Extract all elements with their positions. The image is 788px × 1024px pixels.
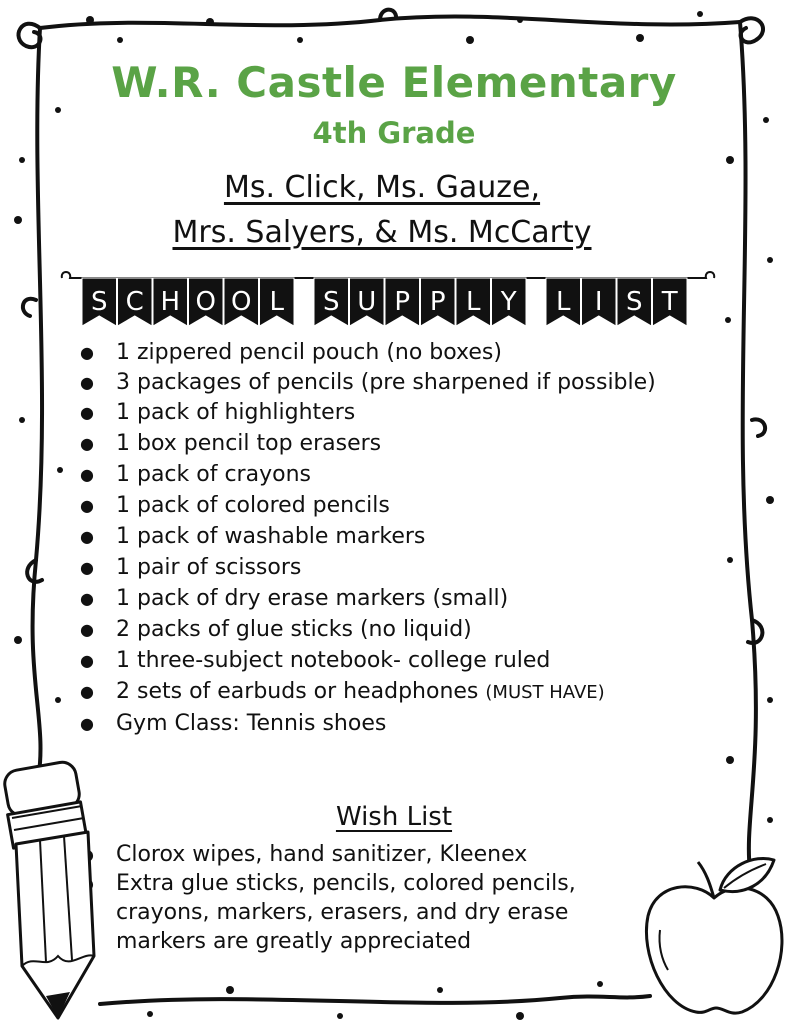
banner-letter: S bbox=[90, 287, 108, 317]
supply-item: ● 1 pack of highlighters bbox=[80, 397, 680, 428]
supply-item: ● 1 pack of crayons bbox=[80, 459, 680, 490]
banner-letter: Y bbox=[500, 287, 517, 317]
wish-item: ● Clorox wipes, hand sanitizer, Kleenex bbox=[80, 840, 660, 869]
supply-item: ● 3 packages of pencils (pre sharpened if possible) bbox=[80, 368, 680, 397]
banner-letter: T bbox=[661, 287, 678, 317]
pencil-illustration bbox=[0, 756, 110, 1024]
supply-item: ● 1 zippered pencil pouch (no boxes) bbox=[80, 337, 680, 368]
banner-pennant bbox=[314, 278, 349, 326]
supply-item: ● 1 three-subject notebook- college ruled bbox=[80, 645, 680, 676]
banner-letter: O bbox=[231, 287, 252, 317]
banner-pennant bbox=[492, 278, 527, 326]
banner-letter: P bbox=[394, 287, 411, 317]
supply-item: ● 2 sets of earbuds or headphones (MUST HAVE) bbox=[80, 676, 680, 708]
banner-letter: S bbox=[322, 287, 340, 317]
supply-item: ● 1 pack of dry erase markers (small) bbox=[80, 583, 680, 614]
supply-item: ● 1 pair of scissors bbox=[80, 552, 680, 583]
school-supply-list-banner bbox=[58, 268, 718, 338]
supply-item: ● 2 packs of glue sticks (no liquid) bbox=[80, 614, 680, 645]
banner-pennant bbox=[82, 278, 117, 326]
banner-letter: C bbox=[125, 287, 144, 317]
banner-letter: L bbox=[269, 287, 284, 317]
banner-letter: L bbox=[466, 287, 481, 317]
wish-list bbox=[80, 840, 660, 956]
banner-letter: S bbox=[625, 287, 643, 317]
supply-list bbox=[80, 337, 680, 739]
banner-letter: H bbox=[160, 287, 181, 317]
banner-pennant bbox=[653, 278, 688, 326]
must-have-note: (MUST HAVE) bbox=[485, 682, 605, 703]
banner-letter: L bbox=[556, 287, 571, 317]
banner-pennant bbox=[189, 278, 224, 326]
banner-letter: I bbox=[594, 287, 603, 317]
teachers-line-1: Ms. Click, Ms. Gauze, bbox=[223, 170, 541, 205]
apple-illustration bbox=[636, 850, 788, 1020]
grade-label: 4th Grade bbox=[312, 116, 476, 150]
banner-pennant bbox=[260, 278, 295, 326]
banner-letter: O bbox=[195, 287, 216, 317]
banner-pennant bbox=[153, 278, 188, 326]
banner-pennant bbox=[546, 278, 581, 326]
banner-letter: U bbox=[357, 287, 377, 317]
supply-item: ● Gym Class: Tennis shoes bbox=[80, 708, 680, 739]
banner-pennant bbox=[118, 278, 153, 326]
banner-pennant bbox=[617, 278, 652, 326]
supply-item: ● 1 box pencil top erasers bbox=[80, 428, 680, 459]
banner-pennant bbox=[224, 278, 259, 326]
teachers-line-2: Mrs. Salyers, & Ms. McCarty bbox=[172, 215, 592, 250]
banner-pennant bbox=[350, 278, 385, 326]
supply-item: ● 1 pack of colored pencils bbox=[80, 490, 680, 521]
supply-item: ● 1 pack of washable markers bbox=[80, 521, 680, 552]
banner-pennant bbox=[385, 278, 420, 326]
banner-letter: P bbox=[429, 287, 446, 317]
banner-pennant bbox=[582, 278, 617, 326]
banner-pennant bbox=[421, 278, 456, 326]
wish-list-title: Wish List bbox=[335, 802, 453, 832]
banner-pennant bbox=[456, 278, 491, 326]
wish-item: ● Extra glue sticks, pencils, colored pencils, crayons, markers, erasers, and dry erase markers are greatly appreciated bbox=[80, 869, 660, 956]
school-name: W.R. Castle Elementary bbox=[111, 58, 677, 107]
